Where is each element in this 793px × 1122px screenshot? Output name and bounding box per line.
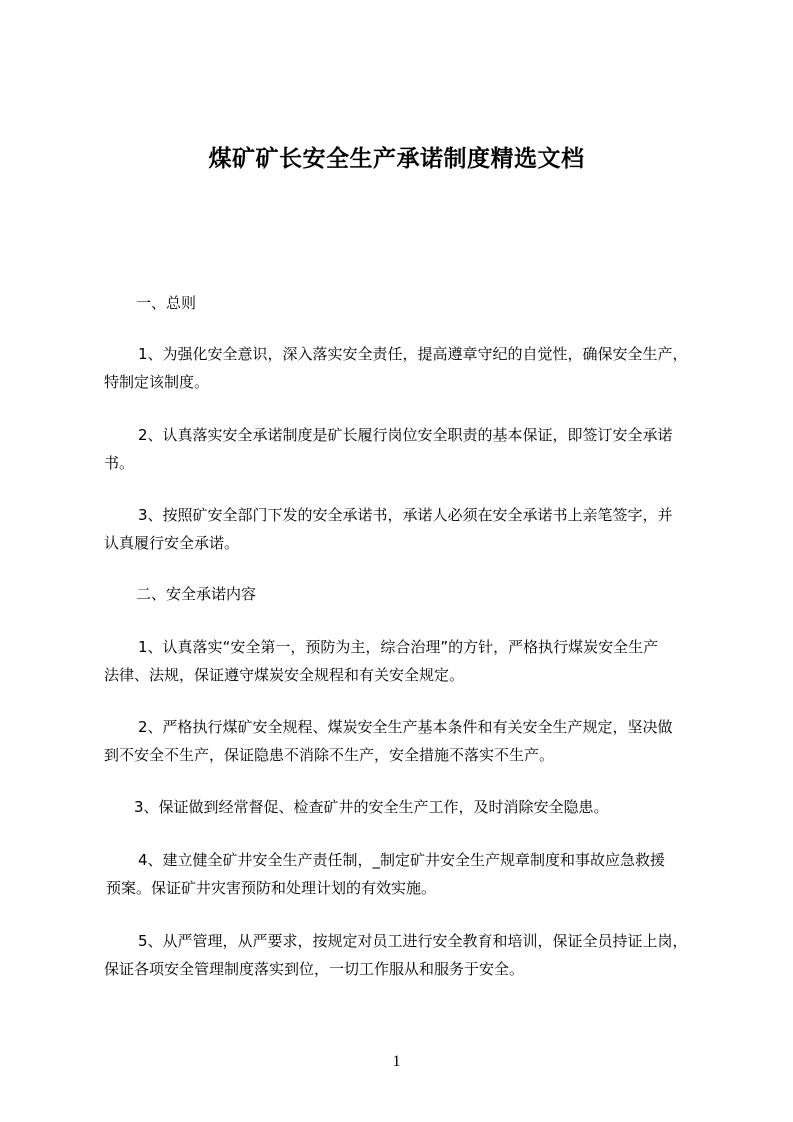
paragraph-line: 2、认真落实安全承诺制度是矿长履行岗位安全职责的基本保证，即签订安全承诺 (138, 426, 673, 444)
paragraph-line: 预案。保证矿井灾害预防和处理计划的有效实施。 (106, 879, 437, 897)
paragraph-line: 书。 (104, 454, 135, 472)
paragraph-line: 法律、法规，保证遵守煤炭安全规程和有关安全规定。 (104, 666, 465, 684)
section-heading-general: 一、总则 (136, 294, 197, 312)
paragraph-commitment-3 (104, 793, 714, 821)
page-number: 1 (392, 1053, 401, 1070)
paragraph-commitment-2 (104, 713, 714, 769)
paragraph-line: 到不安全不生产，保证隐患不消除不生产，安全措施不落实不生产。 (104, 746, 555, 764)
paragraph-line: 认真履行安全承诺。 (104, 534, 240, 552)
paragraph-line: 2、严格执行煤矿安全规程、煤炭安全生产基本条件和有关安全生产规定，坚决做 (138, 718, 673, 736)
paragraph-line: 保证各项安全管理制度落实到位，一切工作服从和服务于安全。 (104, 960, 525, 978)
paragraph-line: 1、为强化安全意识，深入落实安全责任，提高遵章守纪的自觉性，确保安全生产， (138, 345, 688, 363)
paragraph-line: 3、保证做到经常督促、检查矿井的安全生产工作，及时消除安全隐患。 (134, 798, 609, 816)
paragraph-commitment-4 (104, 846, 714, 902)
paragraph-line: 4、建立健全矿井安全生产责任制，_制定矿井安全生产规章制度和事故应急救援 (138, 851, 666, 869)
document-title: 煤矿矿长安全生产承诺制度精选文档 (208, 146, 585, 172)
paragraph-general-3 (104, 501, 714, 557)
paragraph-commitment-1 (104, 633, 714, 689)
paragraph-line: 1、认真落实“安全第一，预防为主，综合治理”的方针，严格执行煤炭安全生产 (138, 638, 659, 656)
paragraph-commitment-5 (104, 927, 714, 983)
section-heading-commitments: 二、安全承诺内容 (136, 585, 257, 603)
paragraph-line: 3、按照矿安全部门下发的安全承诺书，承诺人必须在安全承诺书上亲笔签字，并 (138, 506, 673, 524)
paragraph-general-1 (104, 340, 714, 396)
paragraph-line: 5、从严管理，从严要求，按规定对员工进行安全教育和培训，保证全员持证上岗， (138, 932, 688, 950)
paragraph-line: 特制定该制度。 (104, 373, 210, 391)
paragraph-general-2 (104, 421, 714, 477)
